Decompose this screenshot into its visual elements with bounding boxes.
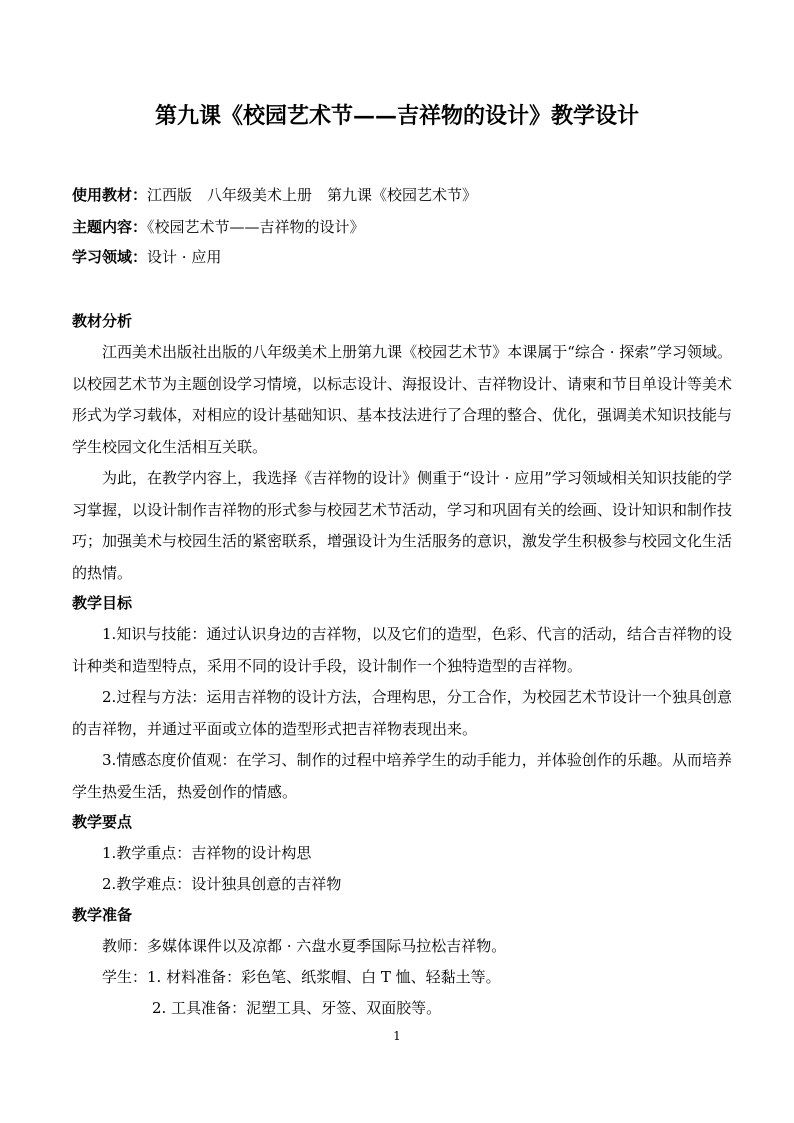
analysis-heading: 教材分析 xyxy=(72,312,133,330)
keypoints-heading: 教学要点 xyxy=(72,813,133,831)
domain-label: 学习领域： xyxy=(72,248,148,266)
objectives-heading: 教学目标 xyxy=(72,594,133,612)
textbook-value: 江西版 八年级美术上册 第九课《校园艺术节》 xyxy=(147,186,478,204)
analysis-paragraph-1: 江西美术出版社出版的八年级美术上册第九课《校园艺术节》本课属于“综合 · 探索”学习领域。以校园艺术节为主题创设学习情境，以标志设计、海报设计、吉祥物设计、请柬和节目单设计等美术形式为学习载体，对相应的设计基础知识、基本技法进行了合理的整合、优化，强调美术知识技能与学生校园文化生活相互关联。 xyxy=(72,343,733,456)
preparation-heading: 教学准备 xyxy=(72,906,133,924)
objective-3: 3.情感态度价值观：在学习、制作的过程中培养学生的动手能力，并体验创作的乐趣。从而培养学生热爱生活，热爱创作的情感。 xyxy=(72,751,732,801)
textbook-label: 使用教材： xyxy=(72,186,148,204)
objective-2: 2.过程与方法：运用吉祥物的设计方法，合理构思，分工合作，为校园艺术节设计一个独具创意的吉祥物，并通过平面或立体的造型形式把吉祥物表现出来。 xyxy=(72,688,732,738)
topic-value: 《校园艺术节——吉祥物的设计》 xyxy=(147,218,365,236)
textbook-line xyxy=(72,184,477,206)
domain-value: 设计 · 应用 xyxy=(147,248,222,266)
analysis-paragraph-2: 为此，在教学内容上，我选择《吉祥物的设计》侧重于“设计 · 应用”学习领域相关知识技能的学习掌握，以设计制作吉祥物的形式参与校园艺术节活动，学习和巩固有关的绘画、设计知识和制作技巧；加强美术与校园生活的紧密联系，增强设计为生活服务的意识，激发学生积极参与校园文化生活的热情。 xyxy=(72,469,733,582)
page-number: 1 xyxy=(393,1029,401,1043)
keypoint-1: 1.教学重点：吉祥物的设计构思 xyxy=(102,844,312,862)
document-title: 第九课《校园艺术节——吉祥物的设计》教学设计 xyxy=(154,103,639,129)
keypoint-2: 2.教学难点：设计独具创意的吉祥物 xyxy=(102,875,342,893)
preparation-student-tools: 2. 工具准备：泥塑工具、牙签、双面胶等。 xyxy=(152,999,442,1017)
objective-1: 1.知识与技能：通过认识身边的吉祥物，以及它们的造型，色彩、代言的活动，结合吉祥物的设计种类和造型特点，采用不同的设计手段，设计制作一个独特造型的吉祥物。 xyxy=(72,625,732,675)
topic-line xyxy=(72,216,365,238)
preparation-student-materials: 学生：1. 材料准备：彩色笔、纸浆帽、白 T 恤、轻黏土等。 xyxy=(102,968,501,986)
domain-line xyxy=(72,246,221,268)
topic-label: 主题内容： xyxy=(72,218,148,236)
preparation-teacher: 教师：多媒体课件以及凉都 · 六盘水夏季国际马拉松吉祥物。 xyxy=(102,937,507,955)
